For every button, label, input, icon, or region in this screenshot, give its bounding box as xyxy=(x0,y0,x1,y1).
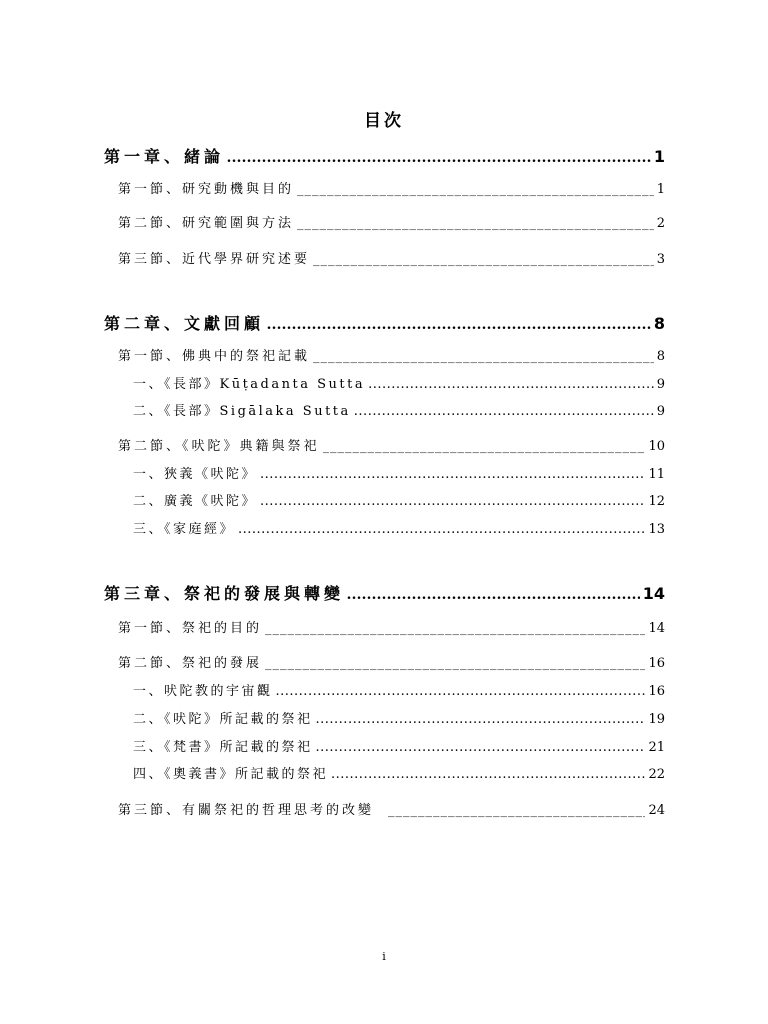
underscore-leader xyxy=(265,621,645,636)
toc-subsection[interactable] xyxy=(133,373,665,392)
toc-chapter-2[interactable] xyxy=(104,311,665,334)
section-title: 第二節、研究範圍與方法 xyxy=(118,216,295,231)
dot-leader xyxy=(331,767,645,782)
underscore-leader xyxy=(323,439,646,454)
toc-section[interactable] xyxy=(118,345,665,364)
dot-leader xyxy=(316,712,646,727)
subsection-title: 三、《家庭經》 xyxy=(133,522,236,537)
toc-title: 目次 xyxy=(364,111,404,131)
section-title: 第一節、研究動機與目的 xyxy=(118,182,295,197)
section-page: 14 xyxy=(648,621,665,636)
underscore-leader xyxy=(388,803,645,818)
section-title: 第三節、有關祭祀的哲理思考的改變 xyxy=(118,803,375,818)
toc-section[interactable] xyxy=(118,178,665,197)
chapter-page: 1 xyxy=(653,147,665,166)
chapter-title: 第三章、祭祀的發展與轉變 xyxy=(104,584,345,603)
section-page: 10 xyxy=(648,439,665,454)
section-page: 24 xyxy=(648,803,665,818)
underscore-leader xyxy=(313,349,654,364)
dot-leader xyxy=(238,522,645,537)
toc-subsection[interactable] xyxy=(133,680,665,699)
section-page: 16 xyxy=(648,656,665,671)
toc-section[interactable] xyxy=(118,617,665,636)
underscore-leader xyxy=(297,182,654,197)
dot-leader xyxy=(354,404,654,419)
subsection-title: 一、狹義《吠陀》 xyxy=(133,467,258,482)
chapter-title: 第一章、緒論 xyxy=(104,147,225,166)
subsection-page: 9 xyxy=(656,377,665,392)
section-page: 8 xyxy=(656,349,665,364)
subsection-title: 三、《梵書》所記載的祭祀 xyxy=(133,740,313,755)
toc-section[interactable] xyxy=(118,799,665,818)
subsection-page: 12 xyxy=(648,494,665,509)
dot-leader xyxy=(276,684,646,699)
dot-leader xyxy=(368,377,654,392)
chapter-page: 14 xyxy=(642,584,665,603)
page-number: i xyxy=(382,950,386,963)
dot-leader xyxy=(316,740,646,755)
dot-leader xyxy=(227,147,651,167)
underscore-leader xyxy=(265,656,645,671)
toc-chapter-1[interactable] xyxy=(104,144,665,167)
subsection-page: 19 xyxy=(648,712,665,727)
toc-section[interactable] xyxy=(118,435,665,454)
section-page: 2 xyxy=(656,216,665,231)
subsection-page: 9 xyxy=(656,404,665,419)
underscore-leader xyxy=(297,216,654,231)
section-title: 第一節、祭祀的目的 xyxy=(118,621,263,636)
section-page: 3 xyxy=(656,252,665,267)
subsection-page: 13 xyxy=(648,522,665,537)
toc-subsection[interactable] xyxy=(133,490,665,509)
toc-subsection[interactable] xyxy=(133,518,665,537)
toc-subsection[interactable] xyxy=(133,736,665,755)
section-title: 第二節、《吠陀》典籍與祭祀 xyxy=(118,439,320,454)
toc-section[interactable] xyxy=(118,212,665,231)
subsection-title: 一、《長部》Kūṭadanta Sutta xyxy=(133,377,366,392)
chapter-page: 8 xyxy=(653,314,665,333)
subsection-page: 16 xyxy=(648,684,665,699)
subsection-title: 二、《吠陀》所記載的祭祀 xyxy=(133,712,313,727)
subsection-title: 一、吠陀教的宇宙觀 xyxy=(133,684,273,699)
section-title: 第二節、祭祀的發展 xyxy=(118,656,263,671)
subsection-page: 22 xyxy=(648,767,665,782)
dot-leader xyxy=(260,467,645,482)
toc-section[interactable] xyxy=(118,248,665,267)
toc-section[interactable] xyxy=(118,652,665,671)
subsection-title: 四、《奧義書》所記載的祭祀 xyxy=(133,767,329,782)
subsection-title: 二、《長部》Sigālaka Sutta xyxy=(133,404,351,419)
toc-subsection[interactable] xyxy=(133,400,665,419)
dot-leader xyxy=(260,494,645,509)
section-title: 第一節、佛典中的祭祀記載 xyxy=(118,349,311,364)
section-title: 第三節、近代學界研究述要 xyxy=(118,252,311,267)
dot-leader xyxy=(347,584,640,604)
dot-leader xyxy=(267,314,651,334)
toc-chapter-3[interactable] xyxy=(104,581,665,604)
section-page: 1 xyxy=(656,182,665,197)
underscore-leader xyxy=(313,252,654,267)
subsection-title: 二、廣義《吠陀》 xyxy=(133,494,258,509)
chapter-title: 第二章、文獻回顧 xyxy=(104,314,265,333)
toc-subsection[interactable] xyxy=(133,463,665,482)
toc-subsection[interactable] xyxy=(133,763,665,782)
subsection-page: 11 xyxy=(648,467,665,482)
subsection-page: 21 xyxy=(648,740,665,755)
toc-subsection[interactable] xyxy=(133,708,665,727)
